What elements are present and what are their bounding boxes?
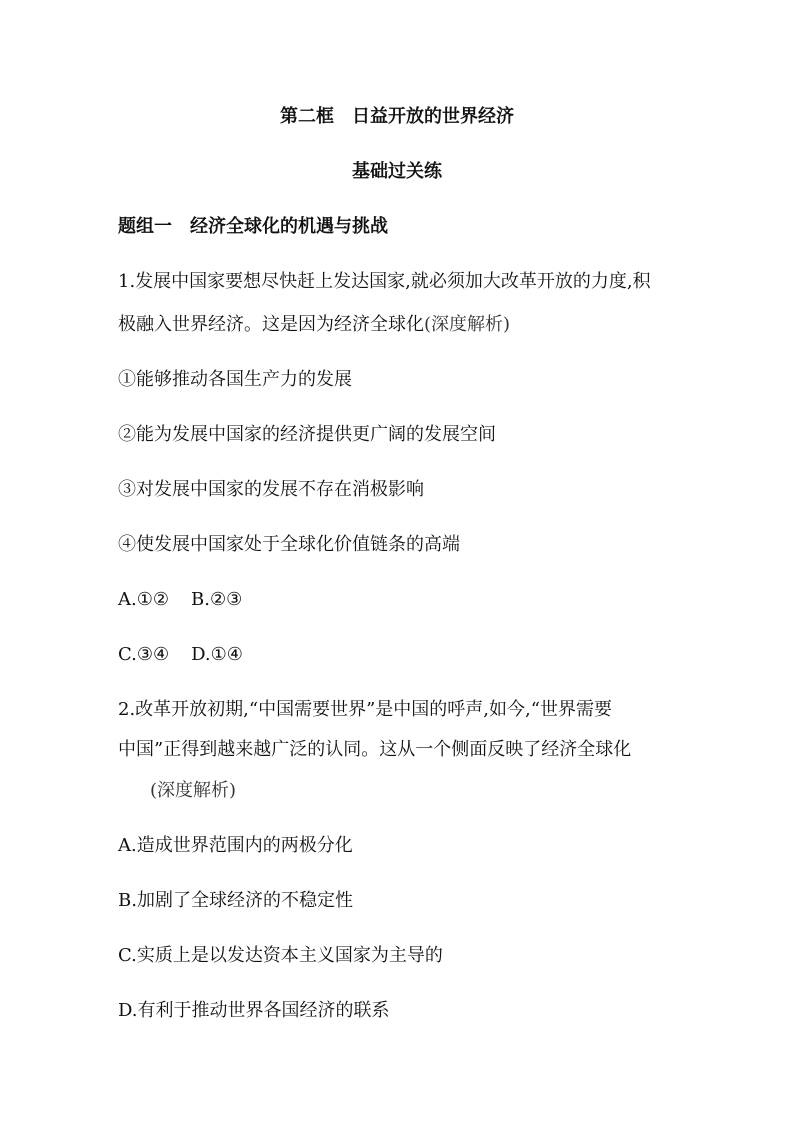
section-subtitle: 基础过关练 xyxy=(352,161,442,182)
question-1-options-row-2 xyxy=(118,643,243,667)
question-1-item-1: ①能够推动各国生产力的发展 xyxy=(118,369,352,390)
question-1-item-3: ③对发展中国家的发展不存在消极影响 xyxy=(118,479,424,500)
question-2-option-d[interactable]: D.有利于推动世界各国经济的联系 xyxy=(118,1000,390,1021)
question-1-option-b[interactable]: B.②③ xyxy=(191,589,243,610)
question-1-stem-text: 极融入世界经济。这是因为经济全球化 xyxy=(118,314,424,335)
question-1-item-2: ②能为发展中国家的经济提供更广阔的发展空间 xyxy=(118,424,496,445)
question-2-stem-line-1: 2.改革开放初期,“中国需要世界”是中国的呼声,如今,“世界需要 xyxy=(118,699,612,720)
question-2-analysis-tag: (深度解析) xyxy=(150,780,237,801)
question-1-analysis-tag: (深度解析) xyxy=(424,314,511,335)
question-2-stem-line-2: 中国”正得到越来越广泛的认同。这从一个侧面反映了经济全球化 xyxy=(118,739,632,760)
question-1-item-4: ④使发展中国家处于全球化价值链条的高端 xyxy=(118,534,460,555)
question-1-options-row-1 xyxy=(118,588,242,612)
page-title: 第二框 日益开放的世界经济 xyxy=(280,106,514,127)
question-1-option-d[interactable]: D.①④ xyxy=(191,644,243,665)
question-1-option-a[interactable]: A.①② xyxy=(118,589,169,610)
question-2-option-a[interactable]: A.造成世界范围内的两极分化 xyxy=(118,835,353,856)
question-2-option-c[interactable]: C.实质上是以发达资本主义国家为主导的 xyxy=(118,945,443,966)
question-group-heading: 题组一 经济全球化的机遇与挑战 xyxy=(118,216,388,237)
question-1-stem-line-1: 1.发展中国家要想尽快赶上发达国家,就必须加大改革开放的力度,积 xyxy=(118,271,651,292)
question-1-option-c[interactable]: C.③④ xyxy=(118,644,170,665)
question-1-stem-line-2 xyxy=(118,313,510,337)
question-2-option-b[interactable]: B.加剧了全球经济的不稳定性 xyxy=(118,890,353,911)
